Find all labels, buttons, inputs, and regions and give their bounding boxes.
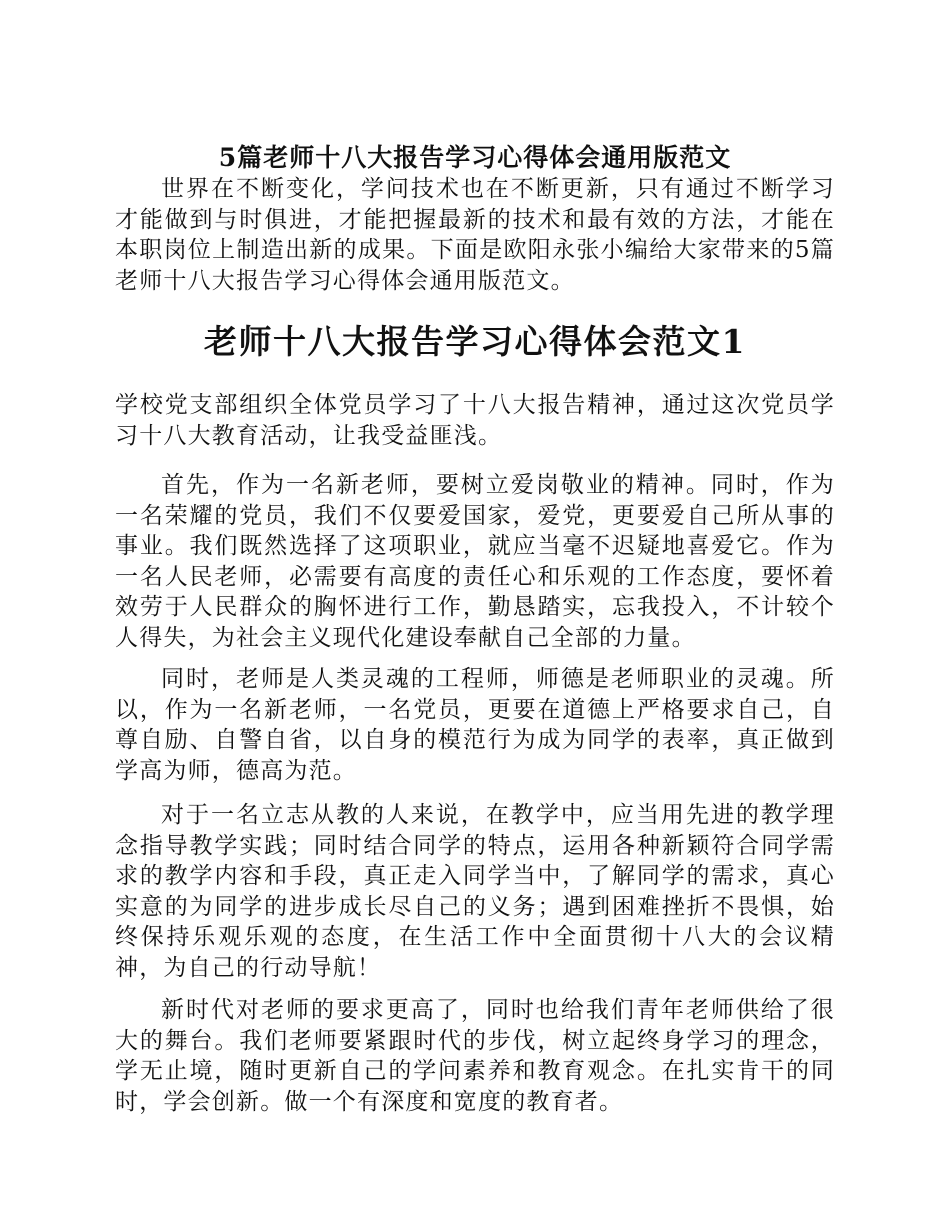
- body-paragraph-5: 新时代对老师的要求更高了，同时也给我们青年老师供给了很大的舞台。我们老师要紧跟时代的步伐，树立起终身学习的理念，学无止境，随时更新自己的学问素养和教育观念。在扎实肯干的同时，学会创新。做一个有深度和宽度的教育者。: [115, 997, 835, 1115]
- body-paragraph-4: 对于一名立志从教的人来说，在教学中，应当用先进的教学理念指导教学实践；同时结合同学的特点，运用各种新颖符合同学需求的教学内容和手段，真正走入同学当中，了解同学的需求，真心实意的为同学的进步成长尽自己的义务；遇到困难挫折不畏惧，始终保持乐观乐观的态度，在生活工作中全面贯彻十八大的会议精神，为自己的行动导航！: [115, 802, 835, 981]
- intro-paragraph: 世界在不断变化，学问技术也在不断更新，只有通过不断学习才能做到与时俱进，才能把握最新的技术和最有效的方法，才能在本职岗位上制造出新的成果。下面是欧阳永张小编给大家带来的5篇老师十八大报告学习心得体会通用版范文。: [115, 176, 835, 294]
- body-paragraph-3: 同时，老师是人类灵魂的工程师，师德是老师职业的灵魂。所以，作为一名新老师，一名党员，更要在道德上严格要求自己，自尊自励、自警自省，以自身的模范行为成为同学的表率，真正做到学高为师，德高为范。: [115, 666, 835, 784]
- section-heading: 老师十八大报告学习心得体会范文1: [204, 322, 746, 361]
- body-paragraph-2: 首先，作为一名新老师，要树立爱岗敬业的精神。同时，作为一名荣耀的党员，我们不仅要爱国家，爱党，更要爱自己所从事的事业。我们既然选择了这项职业，就应当毫不迟疑地喜爱它。作为一名人民老师，必需要有高度的责任心和乐观的工作态度，要怀着效劳于人民群众的胸怀进行工作，勤恳踏实，忘我投入，不计较个人得失，为社会主义现代化建设奉献自己全部的力量。: [115, 472, 835, 651]
- document-title: 5篇老师十八大报告学习心得体会通用版范文: [218, 143, 732, 172]
- body-paragraph-1: 学校党支部组织全体党员学习了十八大报告精神，通过这次党员学习十八大教育活动，让我受益匪浅。: [115, 392, 835, 449]
